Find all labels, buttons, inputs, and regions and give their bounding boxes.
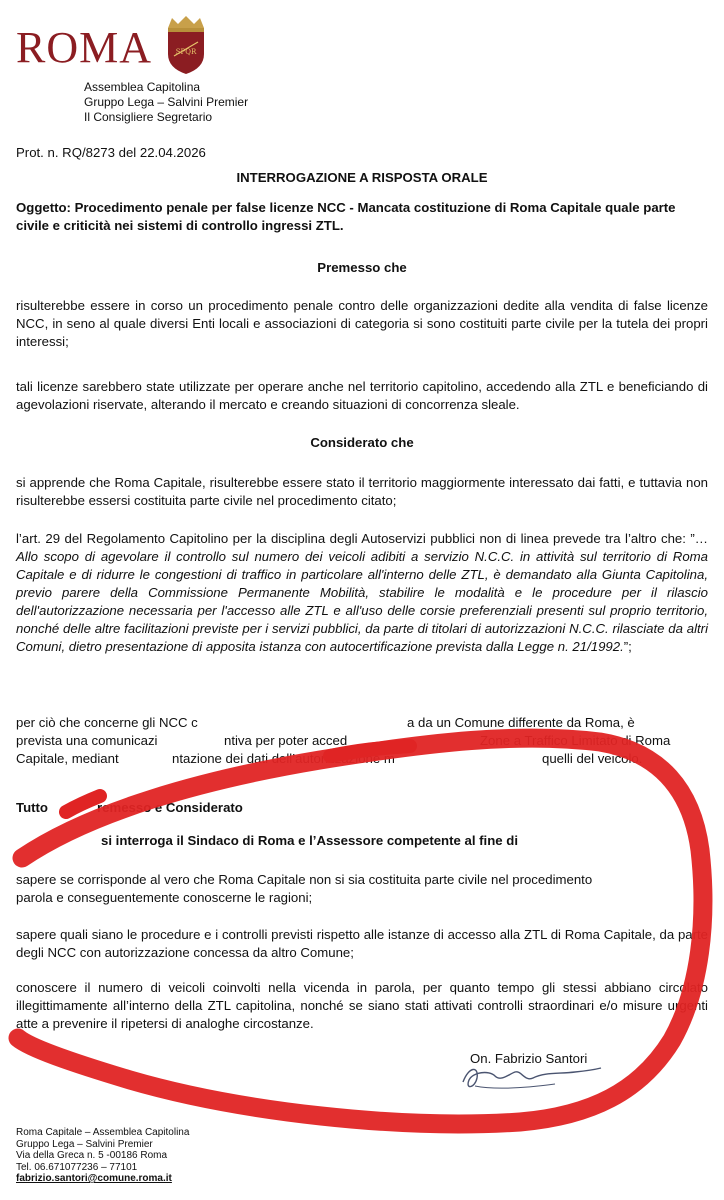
article-quote: Allo scopo di agevolare il controllo sul numero dei veicoli adibiti a servizio N.C.C. in attività sul territorio di Roma Capitale e di ridurre le congestioni di traffico in particolare all'interno delle ZTL, è demandato alla Giunta Capitolina, previo parere della Commissione Permanente Mobilità, stabilire le modalità e le procedure per il rilascio dell'autorizzazione necessaria per l'accesso alle ZTL e all'uso delle corsie preferenziali presenti sul proprio territorio, nonché delle altre facilitazioni previste per i servizi pubblici, da parte di titolari di autorizzazioni N.C.C. rilasciate da altri Comuni, dietro presentazione di apposita istanza con autocertificazione prevista dalla Legge n. 21/1992.: [16, 549, 708, 654]
considerato-heading: Considerato che: [310, 435, 414, 450]
p3-line1-a: per ciò che concerne gli NCC c: [16, 715, 198, 730]
subject-label: Oggetto:: [16, 200, 71, 215]
premesso-heading: Premesso che: [317, 260, 407, 275]
subject-text: Procedimento penale per false licenze NCC - Mancata costituzione di Roma Capitale quale parte civile e criticità nei sistemi di controllo ingressi ZTL.: [16, 200, 676, 233]
header-line-1: Assemblea Capitolina: [84, 80, 201, 94]
request-1-line-1: sapere se corrisponde al vero che Roma Capitale non si sia costituita parte civile nel procedimento: [16, 872, 593, 887]
protocol-number: Prot. n. RQ/8273 del 22.04.2026: [16, 145, 206, 160]
footer-line-3: Via della Greca n. 5 -00186 Roma: [16, 1150, 168, 1161]
handwritten-signature-icon: [455, 1060, 605, 1094]
signature-name: On. Fabrizio Santori: [470, 1051, 588, 1066]
request-2: sapere quali siano le procedure e i controlli previsti rispetto alle istanze di accesso alla ZTL di Roma Capitale, da parte degli NCC con autorizzazione concessa da altro Comune;: [16, 927, 708, 960]
p3-line3-a: Capitale, mediant: [16, 751, 119, 766]
roma-logo-text: ROMA: [16, 23, 153, 72]
footer-line-2: Gruppo Lega – Salvini Premier: [16, 1138, 153, 1150]
roma-crest-icon: [158, 14, 214, 76]
tutto-a: Tutto: [16, 800, 48, 815]
p3-line2-b: ntiva per poter acced: [224, 733, 348, 748]
p3-line1-b: a da un Comune differente da Roma, è: [407, 715, 635, 730]
subject: [16, 199, 708, 235]
header-line-3: Il Consigliere Segretario: [84, 110, 213, 124]
header-line-2: Gruppo Lega – Salvini Premier: [84, 95, 249, 109]
svg-text:SPQR: SPQR: [175, 48, 197, 56]
article-intro: l’art. 29 del Regolamento Capitolino per la disciplina degli Autoservizi pubblici non di linea prevede tra l’altro che: ”…: [16, 531, 708, 546]
p3-line2-c: Zone a Traffico Limitato di Roma: [480, 733, 671, 748]
premesso-paragraph-1: risulterebbe essere in corso un procedimento penale contro delle organizzazioni dedite alla vendita di false licenze NCC, in seno al quale diversi Enti locali e associazioni di categoria si sono costituiti parte civile per la tutela dei propri interessi;: [16, 298, 708, 349]
premesso-paragraph-2: tali licenze sarebbero state utilizzate per operare anche nel territorio capitolino, accedendo alla ZTL e beneficiando di agevolazioni riservate, alterando il mercato e creando situazioni di concorrenza sleale.: [16, 379, 708, 412]
article-close: ”;: [623, 639, 632, 654]
tutto-b: remesso e Considerato: [97, 800, 243, 815]
p3-line2-a: prevista una comunicazi: [16, 733, 158, 748]
footer-line-1: Roma Capitale – Assemblea Capitolina: [16, 1127, 190, 1138]
footer-email-link[interactable]: fabrizio.santori@comune.roma.it: [16, 1173, 172, 1184]
footer-line-4: Tel. 06.671077236 – 77101: [16, 1161, 138, 1173]
considerato-paragraph-2: [16, 530, 708, 656]
considerato-paragraph-1: si apprende che Roma Capitale, risulterebbe essere stato il territorio maggiormente interessato dai fatti, e tuttavia non risulterebbe essersi costituita parte civile nel procedimento citato;: [16, 475, 708, 508]
request-3: conoscere il numero di veicoli coinvolti nella vicenda in parola, per quanto tempo gli stessi abbiano circolato illegittimamente all’interno della ZTL capitolina, nonché se siano stati attivati controlli straordinari e/o misure urgenti atte a prevenire il ripetersi di analoghe circostanze.: [16, 980, 708, 1031]
p3-line3-c: quelli del veicolo.: [542, 751, 643, 766]
document-title: INTERROGAZIONE A RISPOSTA ORALE: [236, 170, 488, 185]
interroga-line: si interroga il Sindaco di Roma e l’Assessore competente al fine di: [101, 833, 518, 848]
request-1-line-2: parola e conseguentemente conoscerne le ragioni;: [16, 890, 313, 905]
footer: [16, 1127, 189, 1185]
p3-line3-b: ntazione dei dati dell’autorizzazione m: [172, 751, 395, 766]
